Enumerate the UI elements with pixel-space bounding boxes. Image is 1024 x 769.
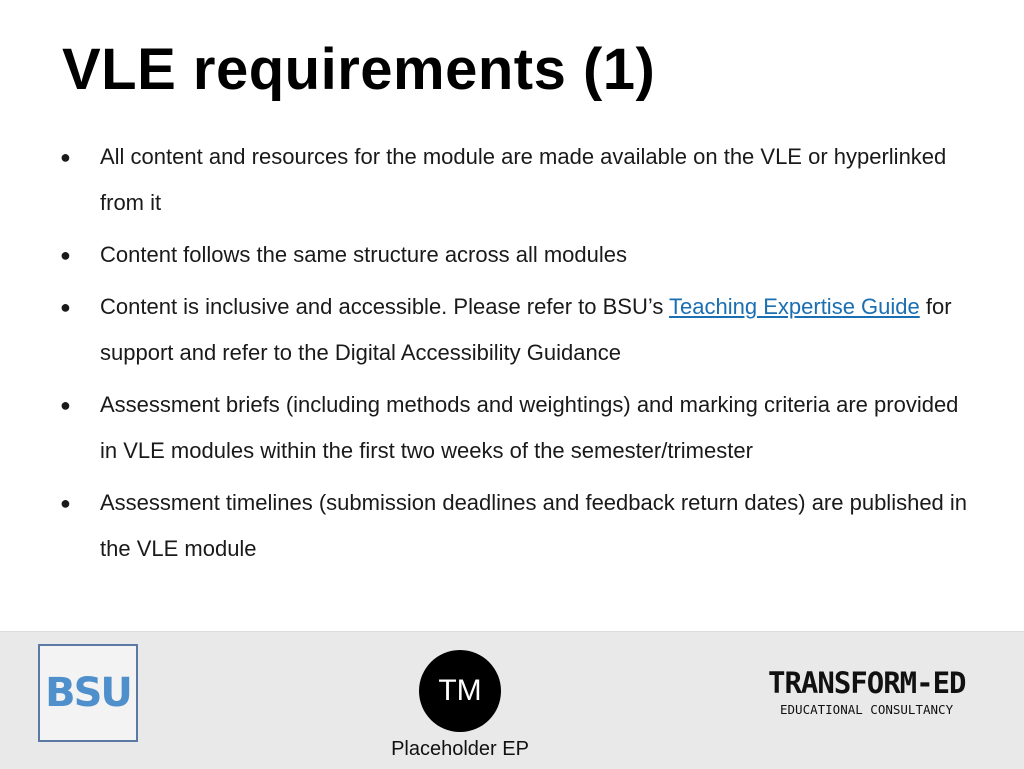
- footer-logo-bar: [0, 631, 1024, 769]
- bullet-item: [56, 382, 976, 474]
- transform-ed-logo: [768, 666, 990, 726]
- teaching-expertise-guide-link[interactable]: Teaching Expertise Guide: [669, 294, 920, 319]
- bsu-logo: [38, 644, 138, 742]
- placeholder-ep-label: Placeholder EP: [391, 738, 529, 760]
- bullet-text: Assessment briefs (including methods and weightings) and marking criteria are provided in VLE modules within the first two weeks of the semester/trimester: [100, 392, 959, 463]
- bullet-text-before: Content is inclusive and accessible. Please refer to BSU’s: [100, 294, 670, 319]
- bullet-icon: ●: [60, 493, 71, 513]
- bullet-icon: ●: [60, 147, 71, 167]
- bullet-item: [56, 232, 976, 278]
- bullet-list: [56, 134, 976, 578]
- tm-logo-text: TM: [438, 674, 482, 707]
- transform-ed-logo-subtitle: EDUCATIONAL CONSULTANCY: [780, 702, 954, 717]
- bullet-text: Content follows the same structure across all modules: [100, 242, 628, 267]
- bullet-item: [56, 134, 976, 226]
- bullet-item: [56, 284, 976, 376]
- bsu-logo-text: BSU: [45, 670, 131, 716]
- bullet-icon: ●: [60, 245, 71, 265]
- bullet-icon: ●: [60, 297, 71, 317]
- tm-logo: [419, 650, 501, 732]
- bullet-icon: ●: [60, 395, 71, 415]
- bullet-text: Assessment timelines (submission deadlines and feedback return dates) are published in the VLE module: [100, 490, 968, 561]
- slide-title: VLE requirements (1): [62, 37, 656, 102]
- bullet-text: All content and resources for the module are made available on the VLE or hyperlinked from it: [100, 144, 947, 215]
- bullet-text-after: for support and refer to the Digital Accessibility Guidance: [100, 294, 952, 365]
- transform-ed-logo-title: TRANSFORM-ED: [768, 666, 966, 700]
- bullet-item: [56, 480, 976, 572]
